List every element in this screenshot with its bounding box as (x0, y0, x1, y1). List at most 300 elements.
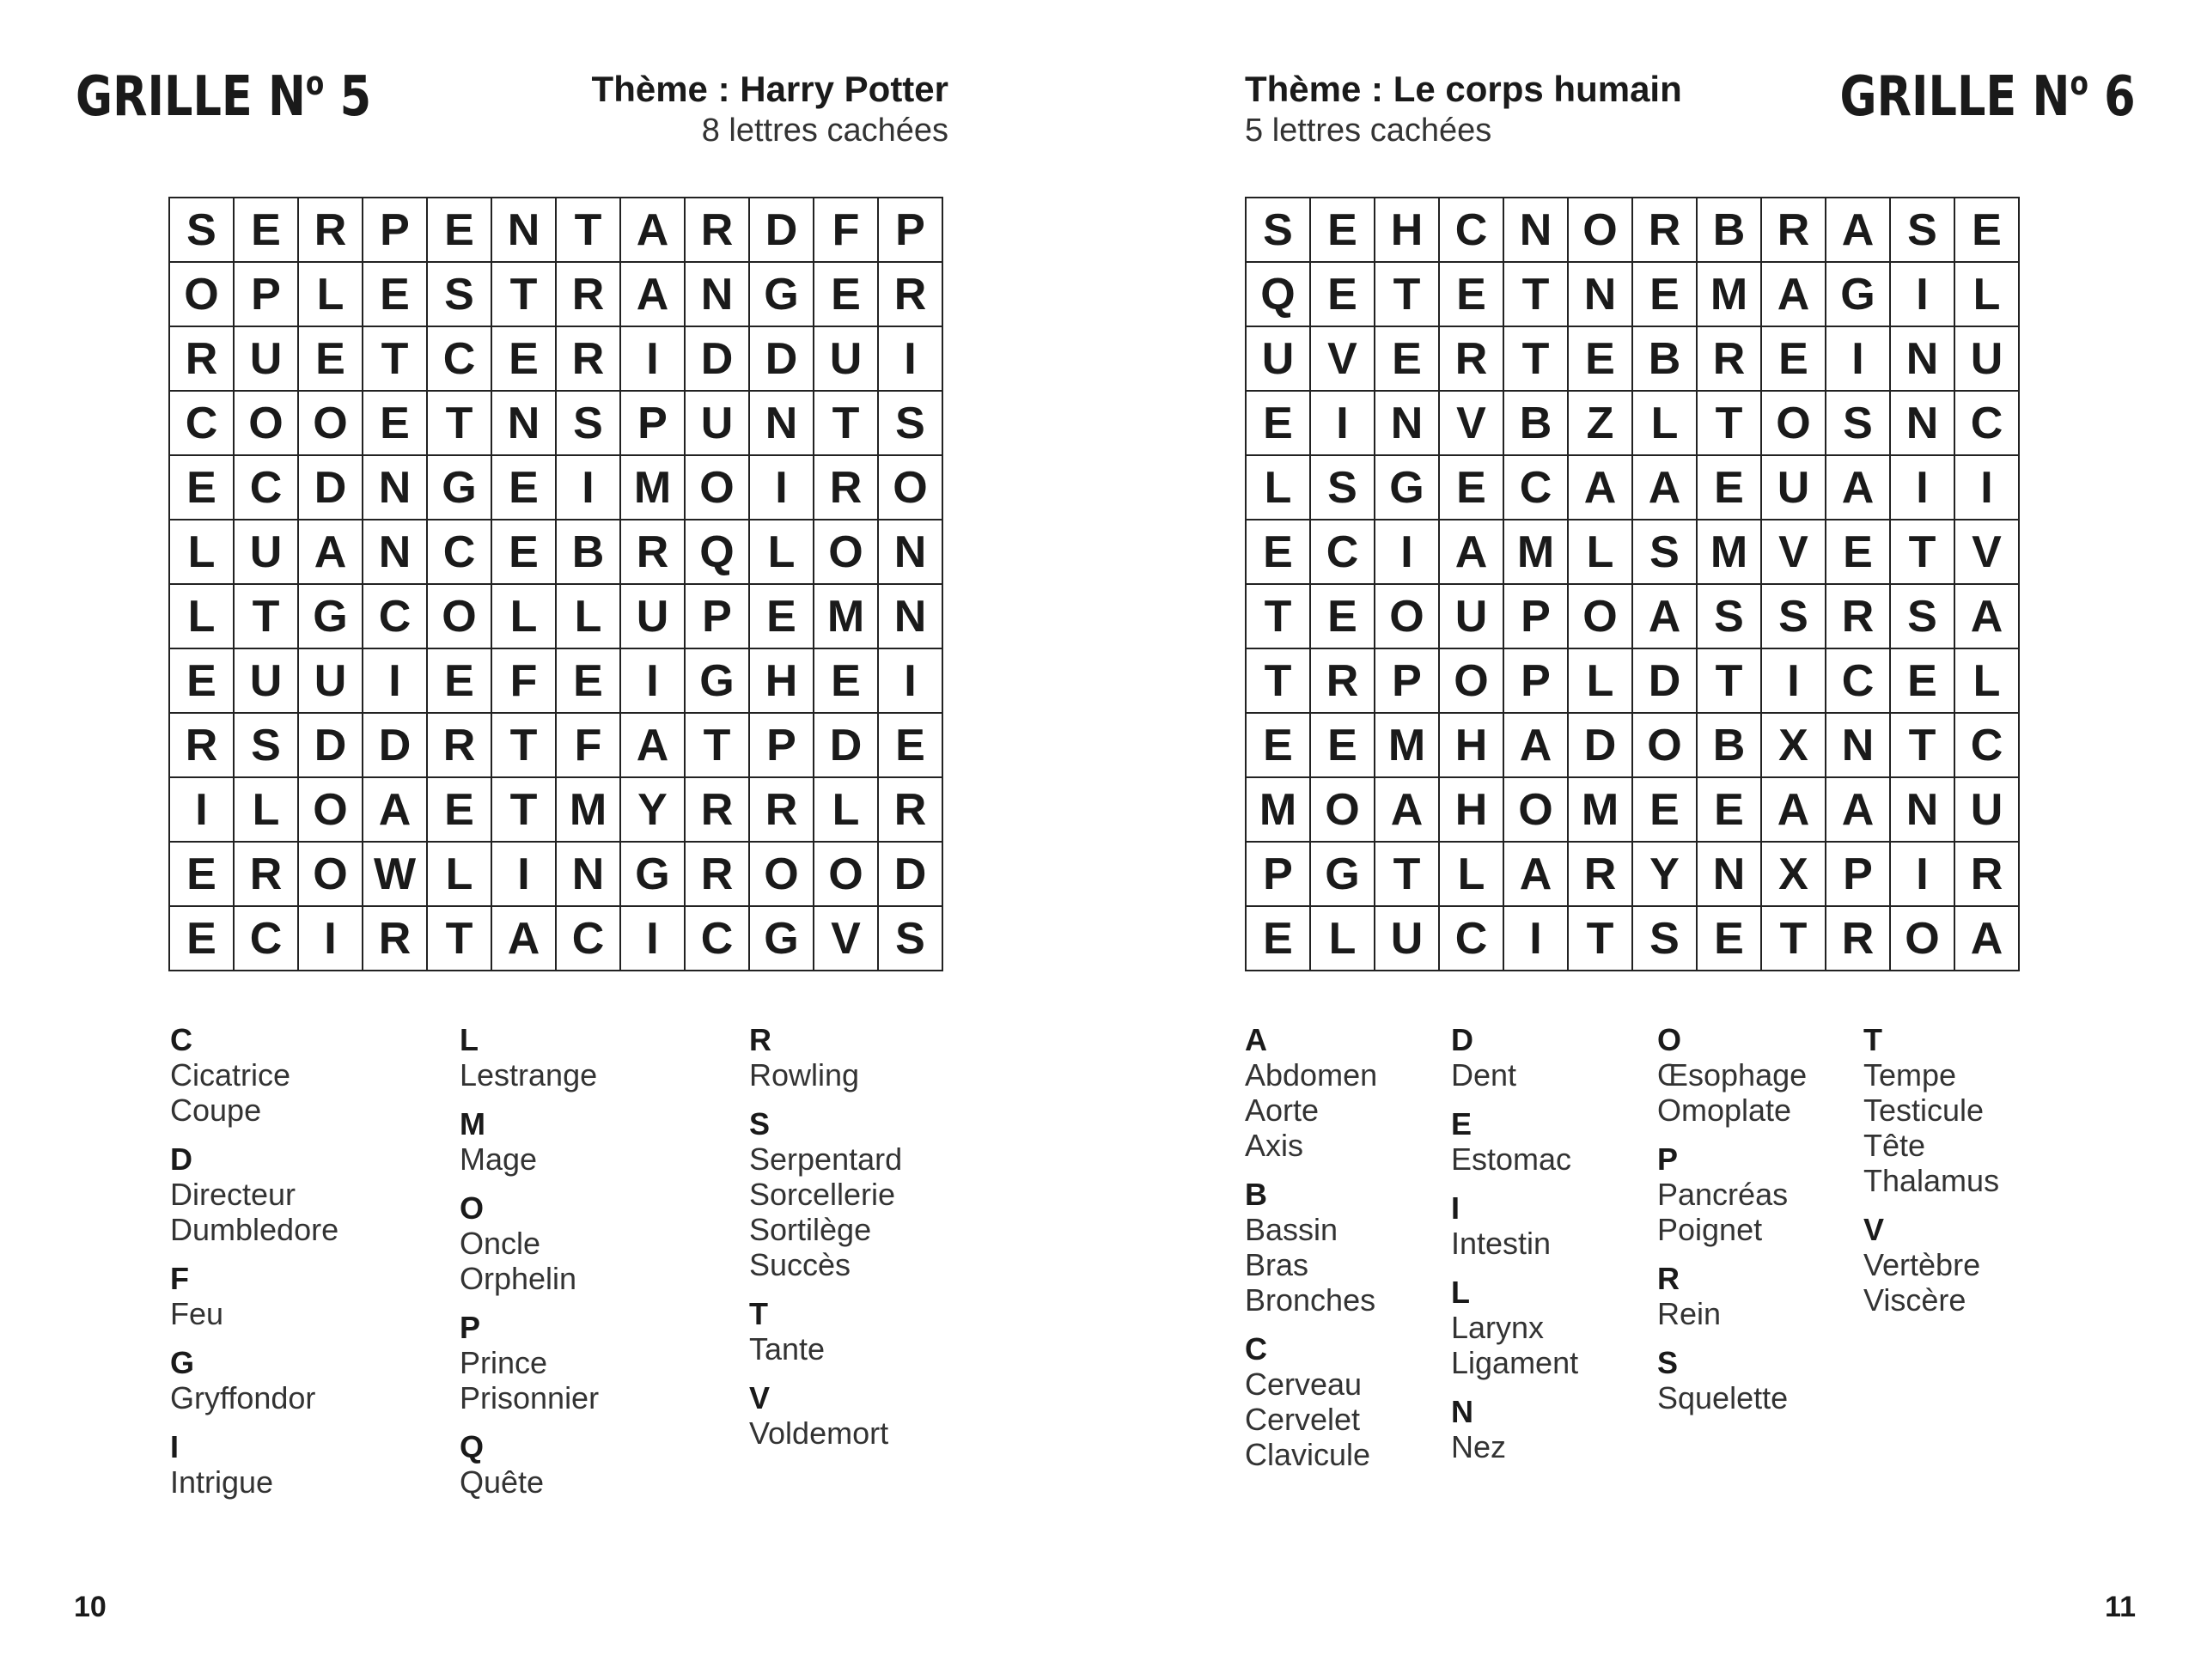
grid-cell[interactable]: E (363, 263, 428, 327)
grid-cell[interactable]: N (750, 392, 814, 456)
grid-cell[interactable]: R (1762, 198, 1826, 263)
grid-cell[interactable]: Z (1569, 392, 1633, 456)
grid-cell[interactable]: S (1633, 907, 1698, 971)
grid-cell[interactable]: S (235, 714, 299, 778)
grid-cell[interactable]: E (428, 198, 492, 263)
grid-cell[interactable]: Q (1247, 263, 1311, 327)
grid-cell[interactable]: N (1891, 778, 1955, 843)
grid-cell[interactable]: U (299, 649, 363, 714)
grid-cell[interactable]: E (750, 585, 814, 649)
grid-cell[interactable]: O (814, 843, 879, 907)
grid-cell[interactable]: L (814, 778, 879, 843)
grid-cell[interactable]: H (1375, 198, 1440, 263)
grid-cell[interactable]: G (750, 907, 814, 971)
grid-cell[interactable]: D (814, 714, 879, 778)
grid-cell[interactable]: T (1891, 520, 1955, 585)
grid-cell[interactable]: R (686, 778, 750, 843)
grid-cell[interactable]: I (1826, 327, 1891, 392)
grid-cell[interactable]: V (1762, 520, 1826, 585)
grid-cell[interactable]: V (1311, 327, 1375, 392)
grid-cell[interactable]: I (299, 907, 363, 971)
grid-cell[interactable]: D (363, 714, 428, 778)
grid-cell[interactable]: R (170, 714, 235, 778)
grid-cell[interactable]: S (1762, 585, 1826, 649)
grid-cell[interactable]: I (557, 456, 621, 520)
grid-cell[interactable]: P (1504, 585, 1569, 649)
word-item: Prisonnier (460, 1380, 600, 1415)
grid-cell[interactable]: O (814, 520, 879, 585)
grid-cell[interactable]: R (428, 714, 492, 778)
grid-cell[interactable]: T (1504, 263, 1569, 327)
grid-cell[interactable]: O (299, 843, 363, 907)
grid-cell[interactable]: E (1698, 907, 1762, 971)
grid-cell[interactable]: E (299, 327, 363, 392)
grid-cell[interactable]: V (1955, 520, 2020, 585)
grid-cell[interactable]: P (879, 198, 943, 263)
grid-cell[interactable]: T (1247, 585, 1311, 649)
grid-cell[interactable]: R (1698, 327, 1762, 392)
grid-cell[interactable]: M (1375, 714, 1440, 778)
grid-cell[interactable]: O (1569, 585, 1633, 649)
grid-cell[interactable]: O (299, 392, 363, 456)
grid-cell[interactable]: O (170, 263, 235, 327)
grid-cell[interactable]: R (299, 198, 363, 263)
grid-cell[interactable]: T (363, 327, 428, 392)
grid-cell[interactable]: A (621, 198, 686, 263)
grid-cell[interactable]: M (621, 456, 686, 520)
grid-cell[interactable]: T (1891, 714, 1955, 778)
grid-cell[interactable]: O (750, 843, 814, 907)
grid-cell[interactable]: E (1247, 520, 1311, 585)
grid-cell[interactable]: E (235, 198, 299, 263)
grid-cell[interactable]: S (1698, 585, 1762, 649)
grid-cell[interactable]: E (1633, 263, 1698, 327)
grid-cell[interactable]: L (1311, 907, 1375, 971)
grid-cell[interactable]: Y (621, 778, 686, 843)
grid-cell[interactable]: R (814, 456, 879, 520)
grid-cell[interactable]: E (170, 456, 235, 520)
grid-cell[interactable]: U (235, 649, 299, 714)
grid-cell[interactable]: P (750, 714, 814, 778)
grid-cell[interactable]: E (363, 392, 428, 456)
grid-cell[interactable]: G (1311, 843, 1375, 907)
grid-cell[interactable]: E (492, 520, 557, 585)
grid-cell[interactable]: R (170, 327, 235, 392)
grid-cell[interactable]: P (1504, 649, 1569, 714)
grid-cell[interactable]: U (1247, 327, 1311, 392)
grid-cell[interactable]: E (1311, 198, 1375, 263)
grid-cell[interactable]: O (1440, 649, 1504, 714)
grid-cell[interactable]: T (1698, 392, 1762, 456)
grid-cell[interactable]: O (1891, 907, 1955, 971)
grid-cell[interactable]: A (1633, 456, 1698, 520)
grid-cell[interactable]: L (299, 263, 363, 327)
grid-cell[interactable]: I (1504, 907, 1569, 971)
grid-cell[interactable]: T (235, 585, 299, 649)
grid-cell[interactable]: G (621, 843, 686, 907)
grid-cell[interactable]: P (1375, 649, 1440, 714)
grid-cell[interactable]: L (492, 585, 557, 649)
grid-cell[interactable]: I (1891, 843, 1955, 907)
grid-cell[interactable]: T (1247, 649, 1311, 714)
grid-cell[interactable]: U (235, 520, 299, 585)
grid-cell[interactable]: P (1826, 843, 1891, 907)
grid-cell[interactable]: I (1311, 392, 1375, 456)
grid-cell[interactable]: T (492, 778, 557, 843)
grid-cell[interactable]: S (1247, 198, 1311, 263)
grid-cell[interactable]: A (621, 263, 686, 327)
grid-cell[interactable]: C (1440, 907, 1504, 971)
grid-cell[interactable]: E (492, 327, 557, 392)
grid-cell[interactable]: R (686, 198, 750, 263)
grid-cell[interactable]: O (1633, 714, 1698, 778)
grid-cell[interactable]: N (879, 520, 943, 585)
grid-cell[interactable]: S (1826, 392, 1891, 456)
grid-cell[interactable]: E (1698, 778, 1762, 843)
grid-cell[interactable]: R (1826, 585, 1891, 649)
grid-cell[interactable]: A (299, 520, 363, 585)
grid-cell[interactable]: T (1375, 843, 1440, 907)
grid-cell[interactable]: Y (1633, 843, 1698, 907)
grid-cell[interactable]: A (1504, 843, 1569, 907)
grid-cell[interactable]: E (814, 263, 879, 327)
grid-cell[interactable]: A (1826, 198, 1891, 263)
grid-cell[interactable]: C (235, 907, 299, 971)
grid-cell[interactable]: R (621, 520, 686, 585)
grid-cell[interactable]: U (1955, 327, 2020, 392)
grid-cell[interactable]: R (686, 843, 750, 907)
word-item: Prince (460, 1345, 548, 1380)
grid-cell[interactable]: A (492, 907, 557, 971)
grid-cell[interactable]: E (1698, 456, 1762, 520)
grid-cell[interactable]: E (170, 649, 235, 714)
grid-cell[interactable]: I (750, 456, 814, 520)
grid-cell[interactable]: N (1891, 392, 1955, 456)
grid-cell[interactable]: R (557, 263, 621, 327)
grid-cell[interactable]: V (1440, 392, 1504, 456)
grid-cell[interactable]: C (1440, 198, 1504, 263)
grid-cell[interactable]: U (235, 327, 299, 392)
grid-cell[interactable]: T (428, 392, 492, 456)
grid-cell[interactable]: L (170, 520, 235, 585)
grid-cell[interactable]: A (1826, 456, 1891, 520)
grid-cell[interactable]: I (879, 649, 943, 714)
grid-cell[interactable]: R (557, 327, 621, 392)
grid-cell[interactable]: D (879, 843, 943, 907)
grid-cell[interactable]: T (557, 198, 621, 263)
grid-cell[interactable]: D (686, 327, 750, 392)
grid-cell[interactable]: T (1569, 907, 1633, 971)
grid-cell[interactable]: E (1440, 456, 1504, 520)
grid-cell[interactable]: N (1826, 714, 1891, 778)
grid-cell[interactable]: O (428, 585, 492, 649)
grid-cell[interactable]: O (1504, 778, 1569, 843)
grid-cell[interactable]: C (686, 907, 750, 971)
grid-cell[interactable]: O (1311, 778, 1375, 843)
grid-cell[interactable]: E (1311, 263, 1375, 327)
grid-cell[interactable]: D (750, 198, 814, 263)
grid-cell[interactable]: C (1826, 649, 1891, 714)
grid-cell[interactable]: V (814, 907, 879, 971)
grid-cell[interactable]: E (1633, 778, 1698, 843)
grid-cell[interactable]: C (363, 585, 428, 649)
grid-cell[interactable]: G (750, 263, 814, 327)
grid-cell[interactable]: D (1569, 714, 1633, 778)
grid-cell[interactable]: C (428, 520, 492, 585)
grid-cell[interactable]: I (492, 843, 557, 907)
grid-cell[interactable]: U (1375, 907, 1440, 971)
grid-cell[interactable]: C (1311, 520, 1375, 585)
grid-cell[interactable]: R (235, 843, 299, 907)
grid-cell[interactable]: N (363, 456, 428, 520)
grid-cell[interactable]: M (557, 778, 621, 843)
grid-cell[interactable]: E (1375, 327, 1440, 392)
grid-cell[interactable]: S (1891, 585, 1955, 649)
grid-cell[interactable]: W (363, 843, 428, 907)
grid-cell[interactable]: Q (686, 520, 750, 585)
letter-group (1657, 1022, 1863, 1128)
grid-cell[interactable]: E (1891, 649, 1955, 714)
grid-cell[interactable]: D (750, 327, 814, 392)
grid-cell[interactable]: N (686, 263, 750, 327)
grid-cell[interactable]: L (1955, 649, 2020, 714)
grid-cell[interactable]: O (1762, 392, 1826, 456)
grid-cell[interactable]: I (621, 907, 686, 971)
grid-cell[interactable]: A (1633, 585, 1698, 649)
grid-cell[interactable]: P (235, 263, 299, 327)
grid-cell[interactable]: E (428, 649, 492, 714)
grid-cell[interactable]: S (1311, 456, 1375, 520)
grid-cell[interactable]: L (1440, 843, 1504, 907)
grid-cell[interactable]: M (1247, 778, 1311, 843)
grid-cell[interactable]: E (170, 907, 235, 971)
grid-cell[interactable]: N (363, 520, 428, 585)
grid-cell[interactable]: E (1826, 520, 1891, 585)
grid-cell[interactable]: A (1440, 520, 1504, 585)
grid-cell[interactable]: E (428, 778, 492, 843)
grid-cell[interactable]: P (621, 392, 686, 456)
grid-cell[interactable]: X (1762, 843, 1826, 907)
grid-cell[interactable]: N (1504, 198, 1569, 263)
grid-cell[interactable]: C (428, 327, 492, 392)
grid-cell[interactable]: R (1826, 907, 1891, 971)
grid-cell[interactable]: E (814, 649, 879, 714)
grid-cell[interactable]: G (299, 585, 363, 649)
grid-cell[interactable]: G (686, 649, 750, 714)
grid-cell[interactable]: M (1504, 520, 1569, 585)
grid-cell[interactable]: T (1698, 649, 1762, 714)
grid-cell[interactable]: C (557, 907, 621, 971)
grid-cell[interactable]: M (1698, 520, 1762, 585)
grid-cell[interactable]: A (1762, 263, 1826, 327)
grid-cell[interactable]: R (1440, 327, 1504, 392)
grid-cell[interactable]: O (1569, 198, 1633, 263)
grid-cell[interactable]: E (1762, 327, 1826, 392)
grid-cell[interactable]: M (1698, 263, 1762, 327)
grid-cell[interactable]: S (879, 907, 943, 971)
grid-cell[interactable]: L (428, 843, 492, 907)
grid-cell[interactable]: U (621, 585, 686, 649)
grid-cell[interactable]: L (750, 520, 814, 585)
grid-cell[interactable]: B (557, 520, 621, 585)
grid-cell[interactable]: E (879, 714, 943, 778)
grid-cell[interactable]: S (557, 392, 621, 456)
grid-cell[interactable]: N (1375, 392, 1440, 456)
grid-cell[interactable]: R (1955, 843, 2020, 907)
word-item: Intrigue (170, 1464, 274, 1500)
grid-cell[interactable]: R (1633, 198, 1698, 263)
grid-cell[interactable]: C (1955, 714, 2020, 778)
grid-cell[interactable]: L (557, 585, 621, 649)
grid-cell[interactable]: A (1375, 778, 1440, 843)
grid-cell[interactable]: N (1698, 843, 1762, 907)
group-letter: C (170, 1022, 192, 1057)
grid-cell[interactable]: E (170, 843, 235, 907)
grid-cell[interactable]: O (879, 456, 943, 520)
grid-cell[interactable]: S (428, 263, 492, 327)
grid-cell[interactable]: H (1440, 714, 1504, 778)
grid-cell[interactable]: O (686, 456, 750, 520)
grid-cell[interactable]: I (621, 327, 686, 392)
grid-cell[interactable]: E (1247, 714, 1311, 778)
grid-cell[interactable]: B (1504, 392, 1569, 456)
grid-cell[interactable]: E (1955, 198, 2020, 263)
grid-cell[interactable]: R (1311, 649, 1375, 714)
grid-cell[interactable]: U (686, 392, 750, 456)
grid-cell[interactable]: I (1891, 456, 1955, 520)
grid-cell[interactable]: I (1955, 456, 2020, 520)
grid-cell[interactable]: G (1375, 456, 1440, 520)
grid-cell[interactable]: R (363, 907, 428, 971)
grid-cell[interactable]: I (1375, 520, 1440, 585)
grid-cell[interactable]: A (1504, 714, 1569, 778)
group-letter: A (1245, 1022, 1267, 1057)
grid-cell[interactable]: L (1633, 392, 1698, 456)
grid-cell[interactable]: A (363, 778, 428, 843)
grid-cell[interactable]: E (1311, 585, 1375, 649)
grid-cell[interactable]: L (235, 778, 299, 843)
letter-group (460, 1310, 749, 1415)
grid-cell[interactable]: T (492, 714, 557, 778)
grid-cell[interactable]: G (1826, 263, 1891, 327)
grid-cell[interactable]: P (363, 198, 428, 263)
grid-cell[interactable]: I (1762, 649, 1826, 714)
grid-cell[interactable]: C (1955, 392, 2020, 456)
grid-cell[interactable]: H (750, 649, 814, 714)
grid-cell[interactable]: I (621, 649, 686, 714)
grid-cell[interactable]: B (1633, 327, 1698, 392)
grid-cell[interactable]: N (1891, 327, 1955, 392)
grid-cell[interactable]: C (1504, 456, 1569, 520)
grid-cell[interactable]: P (1247, 843, 1311, 907)
grid-cell[interactable]: G (428, 456, 492, 520)
grid-cell[interactable]: E (492, 456, 557, 520)
grid-cell[interactable]: R (750, 778, 814, 843)
grid-cell[interactable]: E (557, 649, 621, 714)
grid-cell[interactable]: O (1375, 585, 1440, 649)
grid-cell[interactable]: L (1955, 263, 2020, 327)
grid-cell[interactable]: T (492, 263, 557, 327)
grid-cell[interactable]: E (1247, 392, 1311, 456)
grid-cell[interactable]: S (879, 392, 943, 456)
group-letter: R (1657, 1261, 1680, 1296)
grid-cell[interactable]: T (1762, 907, 1826, 971)
grid-cell[interactable]: A (1569, 456, 1633, 520)
grid-cell[interactable]: X (1762, 714, 1826, 778)
grid-cell[interactable]: S (1633, 520, 1698, 585)
grid-cell[interactable]: D (299, 714, 363, 778)
grid-cell[interactable]: U (814, 327, 879, 392)
grid-cell[interactable]: I (170, 778, 235, 843)
grid-cell[interactable]: O (299, 778, 363, 843)
grid-cell[interactable]: B (1698, 198, 1762, 263)
grid-cell[interactable]: O (235, 392, 299, 456)
grid-cell[interactable]: U (1955, 778, 2020, 843)
grid-cell[interactable]: L (1569, 649, 1633, 714)
grid-cell[interactable]: I (879, 327, 943, 392)
grid-cell[interactable]: R (879, 778, 943, 843)
grid-cell[interactable]: M (1569, 778, 1633, 843)
grid-cell[interactable]: S (1891, 198, 1955, 263)
grid-cell[interactable]: E (1440, 263, 1504, 327)
grid-cell[interactable]: T (428, 907, 492, 971)
grid-cell[interactable]: T (1375, 263, 1440, 327)
grid-cell[interactable]: A (621, 714, 686, 778)
grid-cell[interactable]: N (557, 843, 621, 907)
grid-cell[interactable]: I (1891, 263, 1955, 327)
grid-cell[interactable]: I (363, 649, 428, 714)
word-item: Vertèbre (1863, 1247, 1981, 1282)
grid-cell[interactable]: P (686, 585, 750, 649)
grid-cell[interactable]: C (170, 392, 235, 456)
grid-cell[interactable]: S (170, 198, 235, 263)
grid-cell[interactable]: T (814, 392, 879, 456)
grid-cell[interactable]: F (492, 649, 557, 714)
grid-cell[interactable]: E (1311, 714, 1375, 778)
grid-cell[interactable]: F (557, 714, 621, 778)
grid-cell[interactable]: H (1440, 778, 1504, 843)
grid-cell[interactable]: C (235, 456, 299, 520)
grid-cell[interactable]: D (1633, 649, 1698, 714)
group-letter: S (1657, 1345, 1679, 1380)
grid-cell[interactable]: A (1826, 778, 1891, 843)
grid-cell[interactable]: B (1698, 714, 1762, 778)
grid-cell[interactable]: A (1955, 907, 2020, 971)
grid-cell[interactable]: U (1440, 585, 1504, 649)
grid-cell[interactable]: E (1569, 327, 1633, 392)
grid-cell[interactable]: R (1569, 843, 1633, 907)
grid-cell[interactable]: N (492, 198, 557, 263)
grid-cell[interactable]: L (1569, 520, 1633, 585)
grid-cell[interactable]: M (814, 585, 879, 649)
grid-cell[interactable]: N (879, 585, 943, 649)
grid-cell[interactable]: L (170, 585, 235, 649)
grid-cell[interactable]: N (1569, 263, 1633, 327)
grid-cell[interactable]: T (686, 714, 750, 778)
grid-cell[interactable]: E (1247, 907, 1311, 971)
grid-cell[interactable]: U (1762, 456, 1826, 520)
grid-cell[interactable]: N (492, 392, 557, 456)
grid-cell[interactable]: D (299, 456, 363, 520)
grid-cell[interactable]: A (1955, 585, 2020, 649)
word-item: Lestrange (460, 1057, 598, 1093)
grid-cell[interactable]: A (1762, 778, 1826, 843)
theme-title: Thème : Harry Potter (591, 69, 948, 109)
grid-cell[interactable]: T (1504, 327, 1569, 392)
grid-cell[interactable]: L (1247, 456, 1311, 520)
grid-cell[interactable]: F (814, 198, 879, 263)
grid-cell[interactable]: R (879, 263, 943, 327)
